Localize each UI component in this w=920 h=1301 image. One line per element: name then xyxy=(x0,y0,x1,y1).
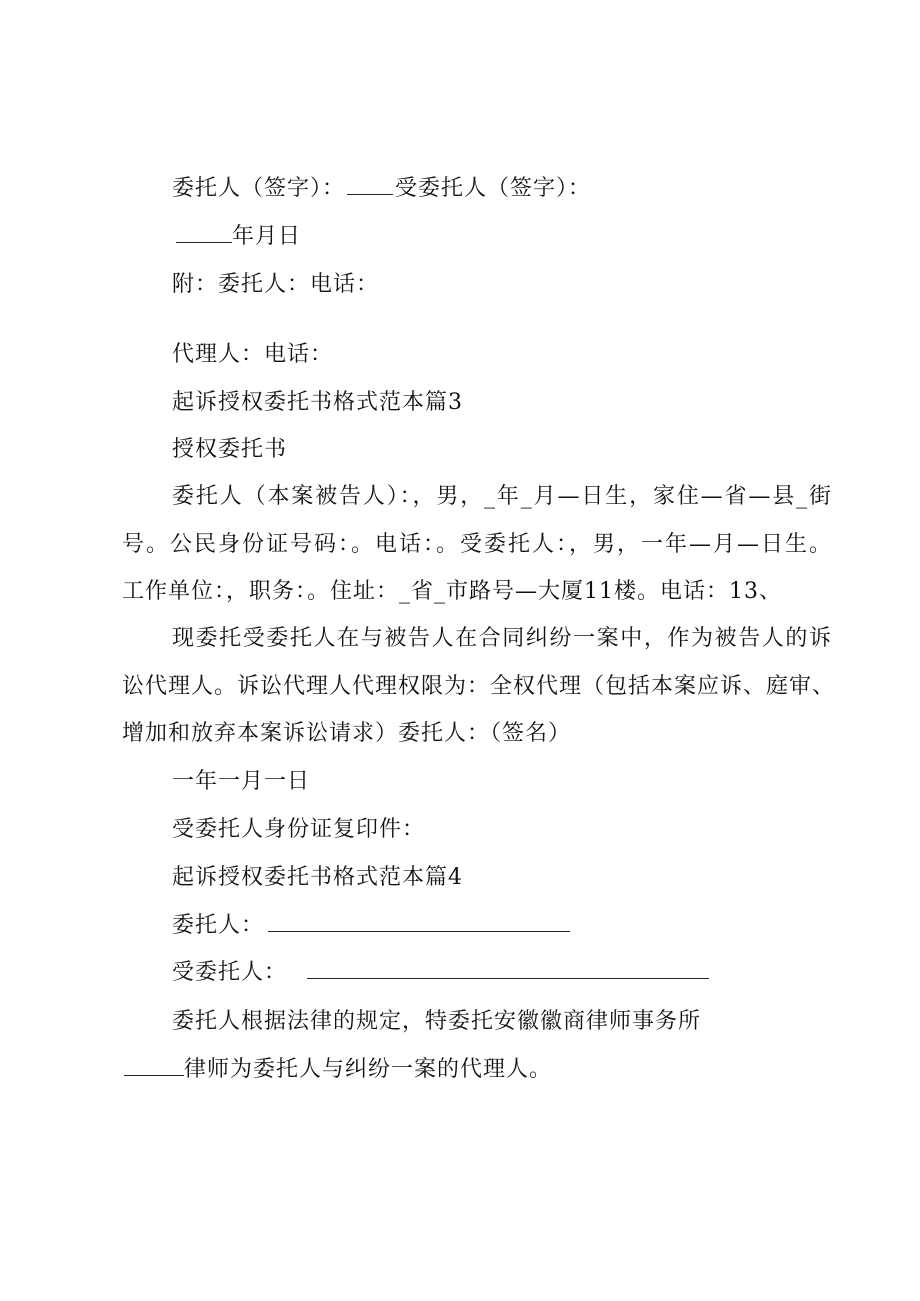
lawyer-line xyxy=(124,1055,552,1085)
agent-signature-label: 受委托人（签字）： xyxy=(395,176,592,201)
attachment-principal-phone: 附：委托人：电话： xyxy=(172,272,380,297)
id-copy-label: 受委托人身份证复印件： xyxy=(172,817,426,842)
date-line xyxy=(176,222,301,252)
principal-label: 委托人： xyxy=(172,913,265,938)
date-blank xyxy=(176,222,232,243)
section-title-3: 起诉授权委托书格式范本篇3 xyxy=(172,390,463,415)
principal-signature-label: 委托人（签字）： xyxy=(172,176,346,201)
authorization-line-2: 讼代理人。诉讼代理人代理权限为：全权代理（包括本案应诉、庭审、 xyxy=(122,674,836,699)
authorization-line-1: 现委托受委托人在与被告人在合同纠纷一案中，作为被告人的诉 xyxy=(172,626,832,651)
section-title-4: 起诉授权委托书格式范本篇4 xyxy=(172,865,463,890)
agent-blank xyxy=(307,958,709,979)
date-label: 年月日 xyxy=(232,224,302,249)
agent-label: 受委托人： xyxy=(172,960,288,985)
principal-info-line-3: 工作单位：，职务：。住址：_省_市路号—大厦11楼。电话：13、 xyxy=(122,579,782,604)
principal-blank xyxy=(268,911,570,932)
document-title: 授权委托书 xyxy=(172,437,288,462)
principal-info-line-1: 委托人（本案被告人）：，男，_年_月—日生，家住—省—县_街 xyxy=(172,484,832,509)
signature-line xyxy=(172,174,591,204)
principal-info-line-2: 号。公民身份证号码：。电话：。受委托人：，男，一年—月—日生。 xyxy=(122,532,832,557)
agent-field xyxy=(172,958,709,988)
authorization-line-3: 增加和放弃本案诉讼请求）委托人：（签名） xyxy=(122,721,572,746)
lawyer-blank xyxy=(124,1055,184,1076)
lawyer-text: 律师为委托人与纠纷一案的代理人。 xyxy=(184,1057,553,1082)
agent-phone: 代理人：电话： xyxy=(172,342,334,367)
law-firm-line: 委托人根据法律的规定，特委托安徽徽商律师事务所 xyxy=(172,1009,702,1034)
signature-blank xyxy=(347,174,393,195)
principal-field xyxy=(172,911,570,941)
date-blank-line: 一年一月一日 xyxy=(172,769,311,794)
